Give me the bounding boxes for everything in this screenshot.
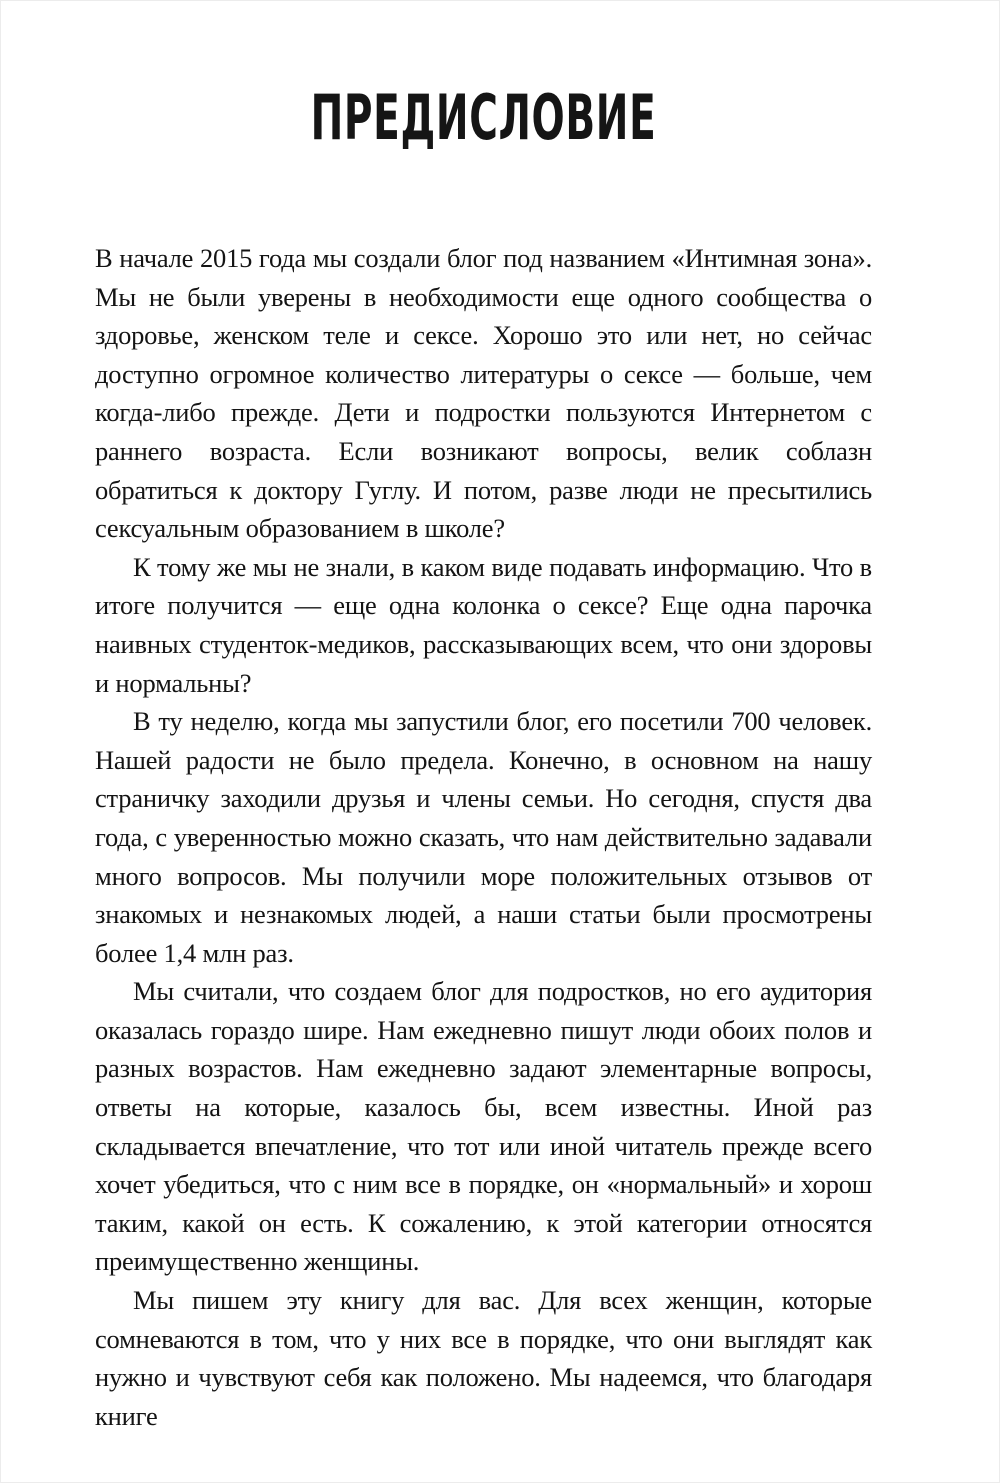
paragraph: В ту неделю, когда мы запустили блог, его посетили 700 человек. Нашей радости не было предела. Конечно, в основном на нашу страничку заходили друзья и члены семьи. Но сегодня, спустя два года, с уверенностью можно сказать, что нам действительно задавали много вопросов. Мы получили море положительных отзывов от знакомых и незнакомых людей, а наши статьи были просмотрены более 1,4 млн раз. xyxy=(95,706,872,968)
page-content xyxy=(1,1,999,1482)
chapter-title xyxy=(95,81,872,154)
paragraph: Мы пишем эту книгу для вас. Для всех женщин, которые сомневаются в том, что у них все в порядке, что они выглядят как нужно и чувствуют себя как положено. Мы надеемся, что благодаря книге xyxy=(95,1285,872,1431)
paragraph: К тому же мы не знали, в каком виде подавать информацию. Что в итоге получится — еще одна колонка о сексе? Еще одна парочка наивных студенток-медиков, рассказывающих всем, что они здоровы и нормальны? xyxy=(95,551,872,698)
body-text xyxy=(95,239,872,1435)
paragraph: Мы считали, что создаем блог для подростков, но его аудитория оказалась гораздо шире. Нам ежедневно пишут люди обоих полов и разных возрастов. Нам ежедневно задают элементарные вопросы, ответы на которые, казалось бы, всем известны. Иной раз складывается впечатление, что тот или иной читатель прежде всего хочет убедиться, что с ним все в порядке, он «нормальный» и хорош таким, какой он есть. К сожалению, к этой категории относятся преимущественно женщины. xyxy=(95,976,872,1277)
paragraph: В начале 2015 года мы создали блог под названием «Интимная зона». Мы не были уверены в необходимости еще одного сообщества о здоровье, женском теле и сексе. Хорошо это или нет, но сейчас доступно огромное количество литературы о сексе — больше, чем когда-либо прежде. Дети и подростки пользуются Интернетом с раннего возраста. Если возникают вопросы, велик соблазн обратиться к доктору Гуглу. И потом, разве люди не пресытились сексуальным образованием в школе? xyxy=(95,243,872,544)
chapter-title-text: ПРЕДИСЛОВИЕ xyxy=(310,81,657,154)
